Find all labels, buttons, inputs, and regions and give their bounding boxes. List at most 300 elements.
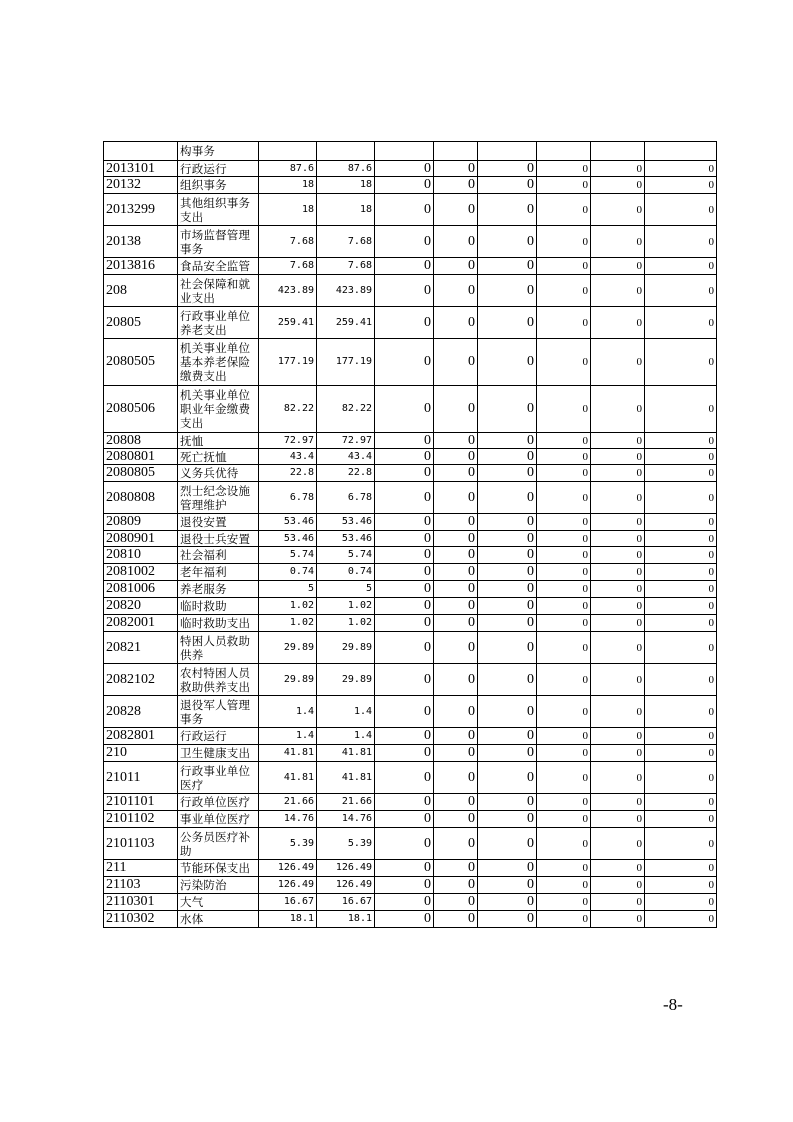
table-row xyxy=(104,745,717,762)
value-cell: 0 xyxy=(591,226,645,258)
value-cell: 0 xyxy=(478,449,537,465)
amount-cell: 53.46 xyxy=(259,514,317,531)
value-cell: 0 xyxy=(434,664,478,696)
amount-cell: 6.78 xyxy=(259,482,317,514)
amount-cell: 5.39 xyxy=(259,828,317,860)
value-cell: 0 xyxy=(375,564,434,581)
value-cell: 0 xyxy=(478,531,537,547)
value-cell: 0 xyxy=(591,762,645,794)
value-cell: 0 xyxy=(434,811,478,828)
subject-name-cell: 烈士纪念设施管理维护 xyxy=(178,482,259,514)
subject-name-cell: 机关事业单位基本养老保险缴费支出 xyxy=(178,339,259,386)
subject-code-cell: 2082001 xyxy=(104,615,178,632)
value-cell xyxy=(591,142,645,161)
table-row xyxy=(104,307,717,339)
value-cell: 0 xyxy=(478,598,537,615)
amount-cell: 43.4 xyxy=(259,449,317,465)
value-cell: 0 xyxy=(591,794,645,811)
table-row xyxy=(104,226,717,258)
value-cell: 0 xyxy=(375,581,434,598)
value-cell: 0 xyxy=(434,728,478,745)
table-row xyxy=(104,433,717,449)
amount-cell: 259.41 xyxy=(317,307,375,339)
value-cell: 0 xyxy=(591,258,645,275)
amount-cell: 423.89 xyxy=(259,275,317,307)
subject-name-cell: 社会福利 xyxy=(178,547,259,564)
value-cell: 0 xyxy=(375,531,434,547)
value-cell: 0 xyxy=(537,696,591,728)
value-cell: 0 xyxy=(375,514,434,531)
subject-code-cell: 2080805 xyxy=(104,465,178,482)
subject-name-cell: 义务兵优待 xyxy=(178,465,259,482)
value-cell: 0 xyxy=(591,465,645,482)
subject-name-cell: 死亡抚恤 xyxy=(178,449,259,465)
amount-cell: 41.81 xyxy=(259,762,317,794)
table-row xyxy=(104,828,717,860)
value-cell: 0 xyxy=(434,307,478,339)
table-row xyxy=(104,449,717,465)
value-cell: 0 xyxy=(375,482,434,514)
page-number: -8- xyxy=(663,995,683,1014)
table-row xyxy=(104,194,717,226)
subject-code-cell: 2101101 xyxy=(104,794,178,811)
value-cell: 0 xyxy=(478,762,537,794)
subject-code-cell: 21011 xyxy=(104,762,178,794)
value-cell: 0 xyxy=(645,339,717,386)
subject-name-cell: 节能环保支出 xyxy=(178,860,259,877)
subject-name-cell: 行政运行 xyxy=(178,728,259,745)
subject-name-cell: 公务员医疗补助 xyxy=(178,828,259,860)
amount-cell: 18.1 xyxy=(317,911,375,928)
subject-code-cell: 2080505 xyxy=(104,339,178,386)
table-row xyxy=(104,811,717,828)
value-cell: 0 xyxy=(645,307,717,339)
amount-cell: 5 xyxy=(259,581,317,598)
subject-name-cell: 行政事业单位医疗 xyxy=(178,762,259,794)
value-cell: 0 xyxy=(591,664,645,696)
subject-name-cell: 卫生健康支出 xyxy=(178,745,259,762)
subject-name-cell: 构事务 xyxy=(178,142,259,161)
amount-cell: 18 xyxy=(259,177,317,194)
value-cell: 0 xyxy=(591,894,645,911)
value-cell: 0 xyxy=(591,877,645,894)
amount-cell: 177.19 xyxy=(317,339,375,386)
value-cell: 0 xyxy=(645,745,717,762)
amount-cell: 126.49 xyxy=(259,877,317,894)
subject-code-cell: 2013299 xyxy=(104,194,178,226)
value-cell: 0 xyxy=(375,696,434,728)
value-cell: 0 xyxy=(537,275,591,307)
value-cell: 0 xyxy=(591,745,645,762)
subject-code-cell: 20828 xyxy=(104,696,178,728)
table-row xyxy=(104,728,717,745)
value-cell: 0 xyxy=(537,449,591,465)
subject-code-cell: 20820 xyxy=(104,598,178,615)
amount-cell: 1.4 xyxy=(317,696,375,728)
amount-cell: 126.49 xyxy=(317,877,375,894)
amount-cell: 14.76 xyxy=(317,811,375,828)
subject-name-cell: 社会保障和就业支出 xyxy=(178,275,259,307)
value-cell: 0 xyxy=(434,547,478,564)
value-cell: 0 xyxy=(478,307,537,339)
value-cell: 0 xyxy=(537,564,591,581)
table-row xyxy=(104,794,717,811)
value-cell: 0 xyxy=(434,531,478,547)
subject-name-cell: 农村特困人员救助供养支出 xyxy=(178,664,259,696)
table-row xyxy=(104,275,717,307)
value-cell: 0 xyxy=(645,531,717,547)
amount-cell: 41.81 xyxy=(259,745,317,762)
value-cell: 0 xyxy=(645,177,717,194)
value-cell: 0 xyxy=(645,860,717,877)
value-cell: 0 xyxy=(537,177,591,194)
value-cell: 0 xyxy=(434,514,478,531)
amount-cell: 53.46 xyxy=(317,514,375,531)
value-cell: 0 xyxy=(591,828,645,860)
table-body xyxy=(104,142,717,928)
value-cell: 0 xyxy=(537,811,591,828)
value-cell: 0 xyxy=(537,728,591,745)
value-cell: 0 xyxy=(478,386,537,433)
value-cell: 0 xyxy=(434,226,478,258)
value-cell: 0 xyxy=(434,194,478,226)
subject-code-cell: 2081006 xyxy=(104,581,178,598)
amount-cell: 18 xyxy=(317,177,375,194)
subject-name-cell: 行政事业单位养老支出 xyxy=(178,307,259,339)
value-cell: 0 xyxy=(591,696,645,728)
subject-code-cell: 2110302 xyxy=(104,911,178,928)
amount-cell: 7.68 xyxy=(259,226,317,258)
value-cell: 0 xyxy=(478,877,537,894)
value-cell: 0 xyxy=(591,911,645,928)
value-cell: 0 xyxy=(645,632,717,664)
value-cell: 0 xyxy=(478,258,537,275)
subject-code-cell: 2101102 xyxy=(104,811,178,828)
value-cell: 0 xyxy=(591,598,645,615)
value-cell: 0 xyxy=(478,581,537,598)
amount-cell: 1.02 xyxy=(259,615,317,632)
value-cell: 0 xyxy=(434,258,478,275)
value-cell: 0 xyxy=(645,728,717,745)
value-cell: 0 xyxy=(375,339,434,386)
table-row xyxy=(104,161,717,177)
value-cell: 0 xyxy=(537,161,591,177)
value-cell: 0 xyxy=(591,514,645,531)
value-cell: 0 xyxy=(645,762,717,794)
value-cell: 0 xyxy=(375,258,434,275)
value-cell: 0 xyxy=(478,547,537,564)
amount-cell: 29.89 xyxy=(259,664,317,696)
value-cell: 0 xyxy=(591,728,645,745)
value-cell: 0 xyxy=(478,465,537,482)
value-cell: 0 xyxy=(434,894,478,911)
value-cell: 0 xyxy=(591,275,645,307)
value-cell: 0 xyxy=(537,386,591,433)
subject-code-cell: 20808 xyxy=(104,433,178,449)
subject-code-cell: 2082801 xyxy=(104,728,178,745)
value-cell: 0 xyxy=(645,386,717,433)
value-cell: 0 xyxy=(537,433,591,449)
value-cell: 0 xyxy=(478,745,537,762)
amount-cell: 21.66 xyxy=(317,794,375,811)
subject-code-cell: 211 xyxy=(104,860,178,877)
subject-name-cell: 行政单位医疗 xyxy=(178,794,259,811)
value-cell: 0 xyxy=(537,547,591,564)
value-cell: 0 xyxy=(375,911,434,928)
value-cell: 0 xyxy=(478,564,537,581)
amount-cell: 53.46 xyxy=(317,531,375,547)
value-cell: 0 xyxy=(537,794,591,811)
value-cell: 0 xyxy=(591,564,645,581)
value-cell: 0 xyxy=(478,339,537,386)
amount-cell: 87.6 xyxy=(317,161,375,177)
value-cell: 0 xyxy=(591,177,645,194)
subject-code-cell: 2110301 xyxy=(104,894,178,911)
value-cell: 0 xyxy=(537,482,591,514)
value-cell: 0 xyxy=(645,581,717,598)
value-cell: 0 xyxy=(434,794,478,811)
table-row xyxy=(104,564,717,581)
value-cell: 0 xyxy=(434,745,478,762)
subject-code-cell xyxy=(104,142,178,161)
amount-cell: 82.22 xyxy=(317,386,375,433)
subject-name-cell: 机关事业单位职业年金缴费支出 xyxy=(178,386,259,433)
value-cell: 0 xyxy=(478,794,537,811)
table-row xyxy=(104,142,717,161)
subject-name-cell: 老年福利 xyxy=(178,564,259,581)
value-cell: 0 xyxy=(375,433,434,449)
value-cell: 0 xyxy=(645,194,717,226)
amount-cell: 1.02 xyxy=(259,598,317,615)
value-cell: 0 xyxy=(591,531,645,547)
subject-code-cell: 210 xyxy=(104,745,178,762)
table-row xyxy=(104,911,717,928)
value-cell: 0 xyxy=(591,811,645,828)
table-row xyxy=(104,860,717,877)
subject-name-cell: 事业单位医疗 xyxy=(178,811,259,828)
subject-code-cell: 2013816 xyxy=(104,258,178,275)
value-cell xyxy=(478,142,537,161)
value-cell: 0 xyxy=(591,433,645,449)
value-cell: 0 xyxy=(537,194,591,226)
value-cell: 0 xyxy=(537,339,591,386)
value-cell: 0 xyxy=(645,696,717,728)
value-cell: 0 xyxy=(591,547,645,564)
value-cell: 0 xyxy=(645,161,717,177)
subject-code-cell: 20810 xyxy=(104,547,178,564)
value-cell: 0 xyxy=(478,664,537,696)
value-cell: 0 xyxy=(434,632,478,664)
value-cell: 0 xyxy=(645,514,717,531)
value-cell: 0 xyxy=(375,664,434,696)
value-cell: 0 xyxy=(537,531,591,547)
amount-cell: 41.81 xyxy=(317,745,375,762)
amount-cell: 1.4 xyxy=(317,728,375,745)
amount-cell: 72.97 xyxy=(317,433,375,449)
value-cell: 0 xyxy=(478,275,537,307)
value-cell: 0 xyxy=(478,161,537,177)
value-cell: 0 xyxy=(434,581,478,598)
subject-code-cell: 2082102 xyxy=(104,664,178,696)
value-cell: 0 xyxy=(591,860,645,877)
subject-name-cell: 退役军人管理事务 xyxy=(178,696,259,728)
amount-cell: 177.19 xyxy=(259,339,317,386)
amount-cell: 1.02 xyxy=(317,615,375,632)
value-cell: 0 xyxy=(434,877,478,894)
value-cell: 0 xyxy=(375,811,434,828)
value-cell: 0 xyxy=(645,482,717,514)
value-cell: 0 xyxy=(478,696,537,728)
value-cell: 0 xyxy=(478,811,537,828)
table-row xyxy=(104,615,717,632)
value-cell: 0 xyxy=(645,615,717,632)
subject-name-cell: 退役安置 xyxy=(178,514,259,531)
value-cell: 0 xyxy=(434,161,478,177)
amount-cell: 5.74 xyxy=(259,547,317,564)
value-cell: 0 xyxy=(537,828,591,860)
table-row xyxy=(104,762,717,794)
value-cell: 0 xyxy=(375,598,434,615)
value-cell: 0 xyxy=(375,762,434,794)
subject-code-cell: 2080808 xyxy=(104,482,178,514)
subject-code-cell: 2101103 xyxy=(104,828,178,860)
value-cell: 0 xyxy=(645,794,717,811)
value-cell: 0 xyxy=(645,664,717,696)
subject-name-cell: 行政运行 xyxy=(178,161,259,177)
value-cell: 0 xyxy=(375,615,434,632)
value-cell: 0 xyxy=(537,514,591,531)
value-cell: 0 xyxy=(375,877,434,894)
value-cell: 0 xyxy=(434,860,478,877)
value-cell: 0 xyxy=(591,194,645,226)
amount-cell: 0.74 xyxy=(317,564,375,581)
value-cell: 0 xyxy=(591,632,645,664)
value-cell: 0 xyxy=(645,598,717,615)
value-cell: 0 xyxy=(645,275,717,307)
amount-cell: 41.81 xyxy=(317,762,375,794)
subject-code-cell: 2080506 xyxy=(104,386,178,433)
value-cell: 0 xyxy=(434,275,478,307)
value-cell: 0 xyxy=(591,161,645,177)
value-cell: 0 xyxy=(645,894,717,911)
value-cell: 0 xyxy=(375,177,434,194)
value-cell: 0 xyxy=(434,433,478,449)
amount-cell: 18 xyxy=(317,194,375,226)
value-cell: 0 xyxy=(645,547,717,564)
amount-cell xyxy=(259,142,317,161)
value-cell: 0 xyxy=(478,828,537,860)
table-row xyxy=(104,386,717,433)
value-cell: 0 xyxy=(537,632,591,664)
value-cell: 0 xyxy=(478,728,537,745)
value-cell: 0 xyxy=(434,615,478,632)
value-cell: 0 xyxy=(478,514,537,531)
value-cell: 0 xyxy=(537,745,591,762)
subject-name-cell: 水体 xyxy=(178,911,259,928)
value-cell: 0 xyxy=(375,894,434,911)
amount-cell xyxy=(317,142,375,161)
amount-cell: 5.74 xyxy=(317,547,375,564)
value-cell: 0 xyxy=(375,449,434,465)
amount-cell: 1.4 xyxy=(259,728,317,745)
table-row xyxy=(104,664,717,696)
subject-name-cell: 污染防治 xyxy=(178,877,259,894)
amount-cell: 7.68 xyxy=(317,258,375,275)
value-cell: 0 xyxy=(645,433,717,449)
subject-name-cell: 临时救助支出 xyxy=(178,615,259,632)
value-cell xyxy=(375,142,434,161)
table-row xyxy=(104,482,717,514)
value-cell: 0 xyxy=(434,762,478,794)
value-cell: 0 xyxy=(591,615,645,632)
value-cell: 0 xyxy=(537,615,591,632)
value-cell: 0 xyxy=(375,194,434,226)
amount-cell: 14.76 xyxy=(259,811,317,828)
value-cell: 0 xyxy=(375,226,434,258)
amount-cell: 126.49 xyxy=(259,860,317,877)
amount-cell: 16.67 xyxy=(317,894,375,911)
value-cell: 0 xyxy=(375,828,434,860)
value-cell xyxy=(645,142,717,161)
amount-cell: 53.46 xyxy=(259,531,317,547)
value-cell: 0 xyxy=(645,811,717,828)
value-cell: 0 xyxy=(537,598,591,615)
value-cell: 0 xyxy=(591,482,645,514)
value-cell: 0 xyxy=(537,581,591,598)
table-row xyxy=(104,547,717,564)
subject-name-cell: 组织事务 xyxy=(178,177,259,194)
table-row xyxy=(104,339,717,386)
budget-table xyxy=(103,141,717,928)
amount-cell: 5.39 xyxy=(317,828,375,860)
value-cell: 0 xyxy=(434,696,478,728)
subject-name-cell: 大气 xyxy=(178,894,259,911)
amount-cell: 43.4 xyxy=(317,449,375,465)
value-cell: 0 xyxy=(591,307,645,339)
subject-name-cell: 养老服务 xyxy=(178,581,259,598)
subject-name-cell: 临时救助 xyxy=(178,598,259,615)
subject-name-cell: 抚恤 xyxy=(178,433,259,449)
amount-cell: 87.6 xyxy=(259,161,317,177)
amount-cell: 22.8 xyxy=(317,465,375,482)
amount-cell: 29.89 xyxy=(259,632,317,664)
table-row xyxy=(104,894,717,911)
subject-code-cell: 20132 xyxy=(104,177,178,194)
value-cell: 0 xyxy=(478,860,537,877)
subject-name-cell: 退役士兵安置 xyxy=(178,531,259,547)
subject-code-cell: 2080801 xyxy=(104,449,178,465)
amount-cell: 1.4 xyxy=(259,696,317,728)
value-cell: 0 xyxy=(537,465,591,482)
subject-name-cell: 市场监督管理事务 xyxy=(178,226,259,258)
subject-code-cell: 20809 xyxy=(104,514,178,531)
value-cell: 0 xyxy=(434,339,478,386)
subject-code-cell: 21103 xyxy=(104,877,178,894)
value-cell: 0 xyxy=(478,911,537,928)
subject-code-cell: 208 xyxy=(104,275,178,307)
value-cell: 0 xyxy=(434,911,478,928)
value-cell: 0 xyxy=(645,449,717,465)
subject-code-cell: 20138 xyxy=(104,226,178,258)
amount-cell: 0.74 xyxy=(259,564,317,581)
value-cell: 0 xyxy=(434,598,478,615)
table-row xyxy=(104,696,717,728)
value-cell: 0 xyxy=(537,894,591,911)
value-cell: 0 xyxy=(375,465,434,482)
amount-cell: 7.68 xyxy=(317,226,375,258)
value-cell: 0 xyxy=(478,632,537,664)
amount-cell: 423.89 xyxy=(317,275,375,307)
